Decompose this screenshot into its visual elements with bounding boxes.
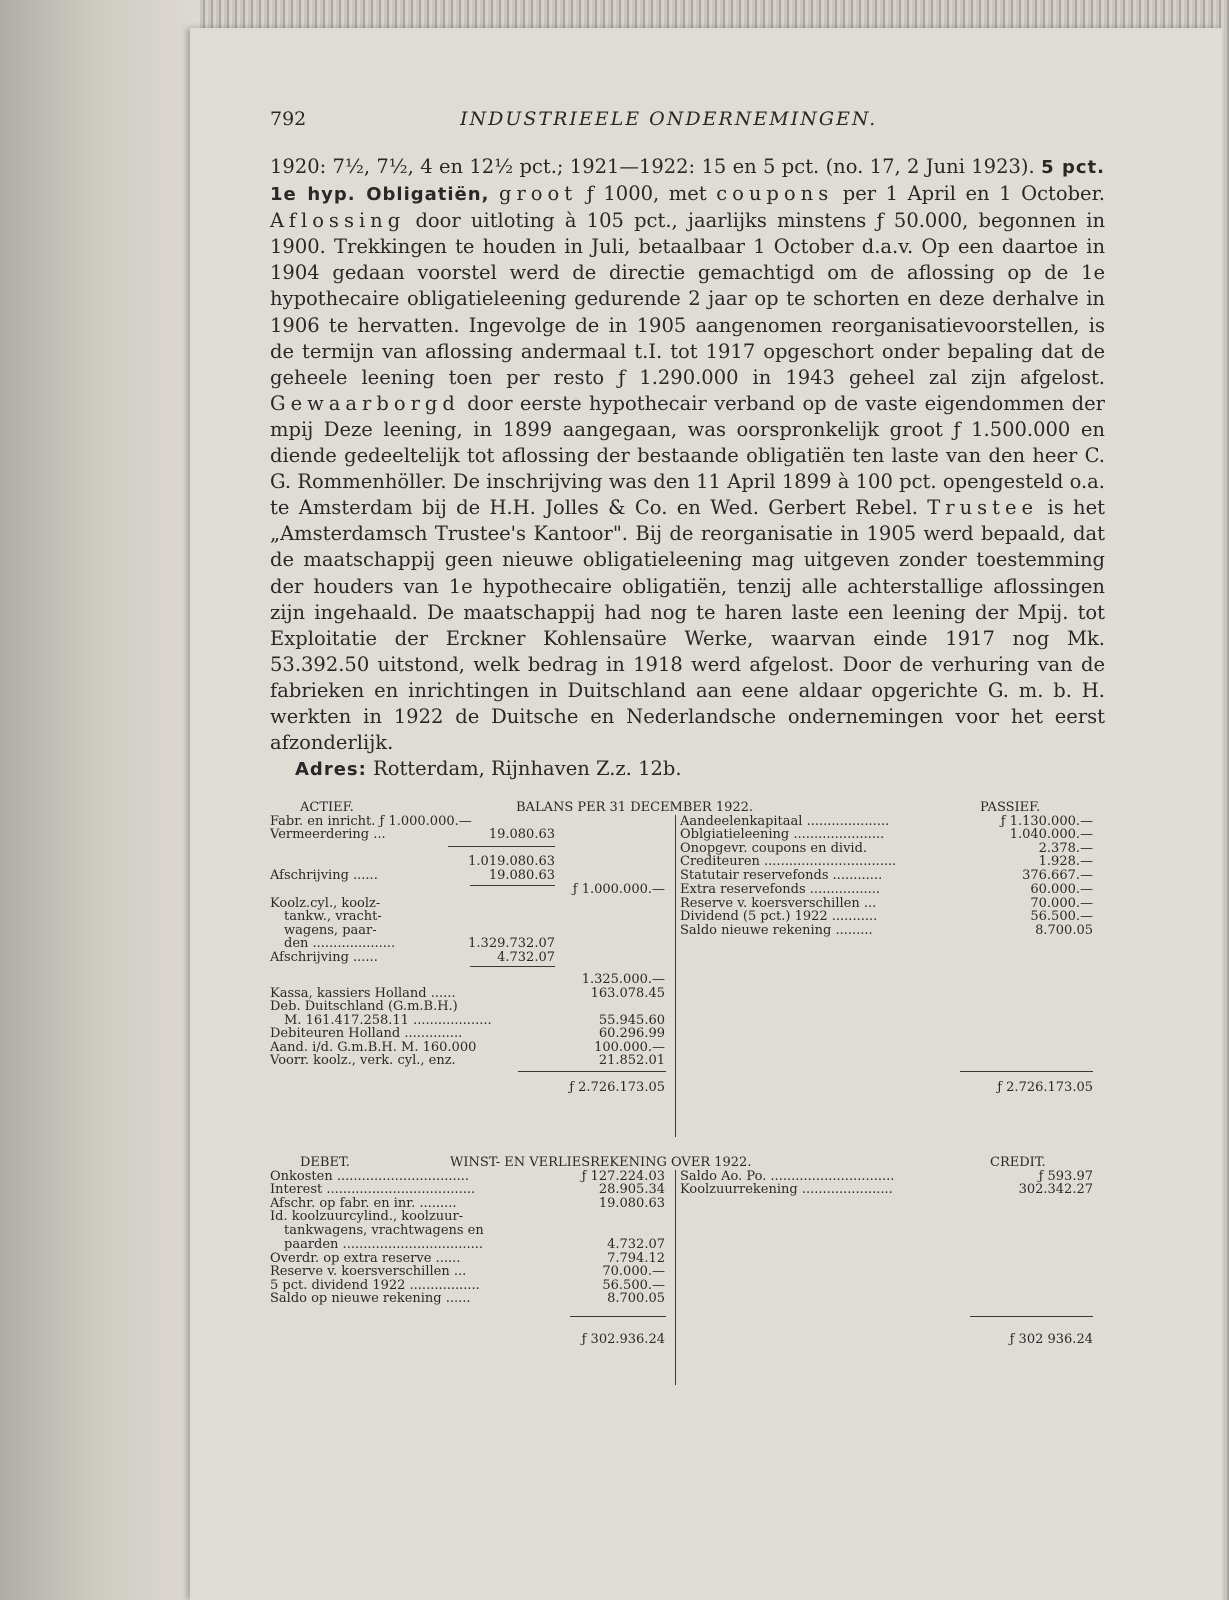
balance-row: Extra reservefonds ................. — [680, 882, 881, 898]
pl-row: tankwagens, vrachtwagens en — [284, 1223, 484, 1239]
pl-value: ƒ 127.224.03 — [581, 1169, 665, 1185]
pl-credit-header: CREDIT. — [990, 1155, 1046, 1171]
balance-actief-header: ACTIEF. — [300, 800, 354, 816]
pl-row: Id. koolzuurcylind., koolzuur- — [270, 1209, 464, 1225]
pl-value: 4.732.07 — [607, 1237, 665, 1253]
balance-row: Afschrijving ...... — [270, 868, 378, 884]
balance-row: Onopgevr. coupons en divid. — [680, 841, 868, 857]
balance-row: M. 161.417.258.11 ................... — [284, 1013, 492, 1029]
address-line — [295, 756, 1105, 783]
balance-value: 8.700.05 — [1035, 923, 1093, 939]
pl-row: Koolzuurrekening ...................... — [680, 1182, 893, 1198]
balance-value: 163.078.45 — [590, 986, 665, 1002]
balance-value: 1.325.000.— — [581, 972, 665, 988]
trustee-label: Trustee — [927, 496, 1039, 520]
balance-value: 21.852.01 — [598, 1053, 665, 1069]
balance-value: 100.000.— — [594, 1040, 665, 1056]
page-header — [270, 108, 1105, 138]
balance-value: ƒ 1.000.000.— — [572, 882, 665, 898]
pl-row: paarden .................................. — [284, 1237, 484, 1253]
balance-value: 2.378.— — [1038, 841, 1093, 857]
rule — [570, 1316, 666, 1317]
balance-row: Saldo nieuwe rekening ......... — [680, 923, 873, 939]
balance-value: 19.080.63 — [488, 868, 555, 884]
pl-value: 70.000.— — [602, 1264, 665, 1280]
rule — [448, 846, 555, 847]
gewaarborgd-label: Gewaarborgd — [270, 391, 460, 415]
balance-total-left: ƒ 2.726.173.05 — [569, 1080, 665, 1096]
coupon-dates: per 1 April en 1 October. — [842, 182, 1105, 206]
book-page — [190, 28, 1222, 1600]
dividend-history: 1920: 7½, 7½, 4 en 12½ pct.; 1921—1922: 15 en 5 pct. (no. 17, 2 Juni 1923). — [270, 155, 1035, 178]
balance-value: 55.945.60 — [598, 1013, 665, 1029]
page-content — [270, 108, 1105, 1396]
pl-row: Saldo op nieuwe rekening ...... — [270, 1291, 471, 1307]
company-description — [270, 154, 1105, 756]
balance-title: BALANS PER 31 DECEMBER 1922. — [516, 800, 754, 816]
balance-value: 70.000.— — [1030, 896, 1093, 912]
rule — [470, 966, 555, 967]
balance-value: 1.928.— — [1038, 854, 1093, 870]
balance-row: Fabr. en inricht. ƒ 1.000.000.— — [270, 814, 472, 830]
gewaarborgd-text: door eerste hypothecair verband op de vaste eigendommen der mpij Deze leening, in 1899 aangegaan, was oorspronkelijk groot ƒ 1.500.000 en diende gedeeltelijk tot aflossing der bestaande obligatiën ten laste van den heer C. G. Rommenhöller. De inschrijving was den 11 April 1899 à 100 pct. opengesteld o.a. te Amsterdam bij de H.H. Jolles & Co. en Wed. Gerbert Rebel. — [270, 391, 1105, 520]
balance-row: Kassa, kassiers Holland ...... — [270, 986, 456, 1002]
trustee-text: is het „Amsterdamsch Trustee's Kantoor". Bij de reorganisatie in 1905 werd bepaald, dat de maatschappij geen nieuwe obligatieleening mag uitgeven zonder toestemming der houders van 1e hypothecaire obligatiën, tenzij alle achterstallige aflossingen zijn ingehaald. De maatschappij had nog te haren laste een leening der Mpij. tot Exploitatie der Erckner Kohlensaüre Werke, waarvan einde 1917 nog Mk. 53.392.50 uitstond, welk bedrag in 1918 werd afgelost. Door de verhuring van de fabrieken en inrichtingen in Duitschland aan eene aldaar opgerichte G. m. b. H. werkten in 1922 de Duitsche en Nederlandsche ondernemingen voor het eerst afzonderlijk. — [270, 496, 1105, 755]
balance-row: Deb. Duitschland (G.m.B.H.) — [270, 999, 458, 1015]
pl-total-right: ƒ 302 936.24 — [1009, 1332, 1093, 1348]
balance-row: Crediteuren ................................ — [680, 854, 897, 870]
balance-value: 1.040.000.— — [1009, 827, 1093, 843]
balance-row: Dividend (5 pct.) 1922 ........... — [680, 909, 878, 925]
address-value: Rotterdam, Rijnhaven Z.z. 12b. — [373, 757, 682, 781]
coupons-label: coupons — [716, 182, 834, 206]
balance-sheet — [270, 801, 1105, 1156]
pl-title: WINST- EN VERLIESREKENING OVER 1922. — [450, 1155, 752, 1171]
balance-row: Aand. i/d. G.m.B.H. M. 160.000 — [270, 1040, 477, 1056]
balance-value: 4.732.07 — [497, 950, 555, 966]
rule — [970, 1316, 1093, 1317]
balance-row: Statutair reservefonds ............ — [680, 868, 883, 884]
balance-row: tankw., vracht- — [284, 909, 382, 925]
pl-value: 19.080.63 — [598, 1196, 665, 1212]
balance-row: Voorr. koolz., verk. cyl., enz. — [270, 1053, 456, 1069]
pl-row: Reserve v. koersverschillen ... — [270, 1264, 467, 1280]
balance-row: Oblgiatieleening ...................... — [680, 827, 885, 843]
pl-row: Onkosten ................................ — [270, 1169, 470, 1185]
pl-row: Saldo Ao. Po. .............................. — [680, 1169, 895, 1185]
balance-total-right: ƒ 2.726.173.05 — [997, 1080, 1093, 1096]
bond-denomination: ƒ 1000, met — [586, 182, 707, 206]
balance-value: 60.000.— — [1030, 882, 1093, 898]
pl-row: 5 pct. dividend 1922 ................. — [270, 1278, 480, 1294]
running-title: INDUSTRIEELE ONDERNEMINGEN. — [460, 108, 878, 130]
pl-debet-header: DEBET. — [300, 1155, 350, 1171]
balance-row: den .................... — [284, 936, 396, 952]
pl-value: 56.500.— — [602, 1278, 665, 1294]
page-number: 792 — [270, 108, 307, 130]
bond-heading: 5 pct. 1e hyp. Obligatiën, — [270, 157, 1105, 206]
rule — [518, 1071, 666, 1072]
balance-value: 1.019.080.63 — [468, 854, 555, 870]
balance-row: Vermeerdering ... — [270, 827, 386, 843]
balance-value: 1.329.732.07 — [468, 936, 555, 952]
balance-row: Afschrijving ...... — [270, 950, 378, 966]
balance-value: 56.500.— — [1030, 909, 1093, 925]
pl-value: 7.794.12 — [607, 1251, 665, 1267]
pl-row: Afschr. op fabr. en inr. ......... — [270, 1196, 457, 1212]
balance-row: Reserve v. koersverschillen ... — [680, 896, 877, 912]
pl-value: 302.342.27 — [1018, 1182, 1093, 1198]
aflossing-text: door uitloting à 105 pct., jaarlijks minstens ƒ 50.000, begonnen in 1900. Trekkingen te houden in Juli, betaalbaar 1 October d.a.v. Op een daartoe in 1904 gedaan voorstel werd de directie gemachtigd om de aflossing op de 1e hypothecaire obligatieleening gedurende 2 jaar op te schorten en deze derhalve in 1906 te hervatten. Ingevolge de in 1905 aangenomen reorganisatievoorstellen, is de termijn van aflossing andermaal t.I. tot 1917 opgeschort onder bepaling dat de geheele leening toen per resto ƒ 1.290.000 in 1943 geheel zal zijn afgelost. — [270, 209, 1105, 389]
rule — [960, 1071, 1093, 1072]
pl-value: 28.905.34 — [598, 1182, 665, 1198]
balance-passief-header: PASSIEF. — [980, 800, 1041, 816]
profit-loss-account — [270, 1156, 1105, 1396]
pl-row: Overdr. op extra reserve ...... — [270, 1251, 461, 1267]
groot-label: groot — [498, 182, 578, 206]
balance-value: 376.667.— — [1022, 868, 1093, 884]
balance-value: ƒ 1.130.000.— — [1000, 814, 1093, 830]
balance-row: Aandeelenkapitaal .................... — [680, 814, 890, 830]
balance-value: 19.080.63 — [488, 827, 555, 843]
balance-row: Koolz.cyl., koolz- — [270, 896, 381, 912]
rule — [470, 885, 555, 886]
pl-value: 8.700.05 — [607, 1291, 665, 1307]
book-pages-stack — [0, 0, 200, 1600]
pl-divider — [675, 1170, 676, 1385]
pl-row: Interest .................................... — [270, 1182, 476, 1198]
pl-value: ƒ 593.97 — [1038, 1169, 1093, 1185]
balance-divider — [675, 815, 676, 1137]
pl-total-left: ƒ 302.936.24 — [581, 1332, 665, 1348]
aflossing-label: Aflossing — [270, 209, 406, 233]
balance-row: wagens, paar- — [284, 923, 377, 939]
balance-value: 60.296.99 — [598, 1026, 665, 1042]
balance-row: Debiteuren Holland .............. — [270, 1026, 463, 1042]
address-label: Adres: — [295, 759, 367, 781]
